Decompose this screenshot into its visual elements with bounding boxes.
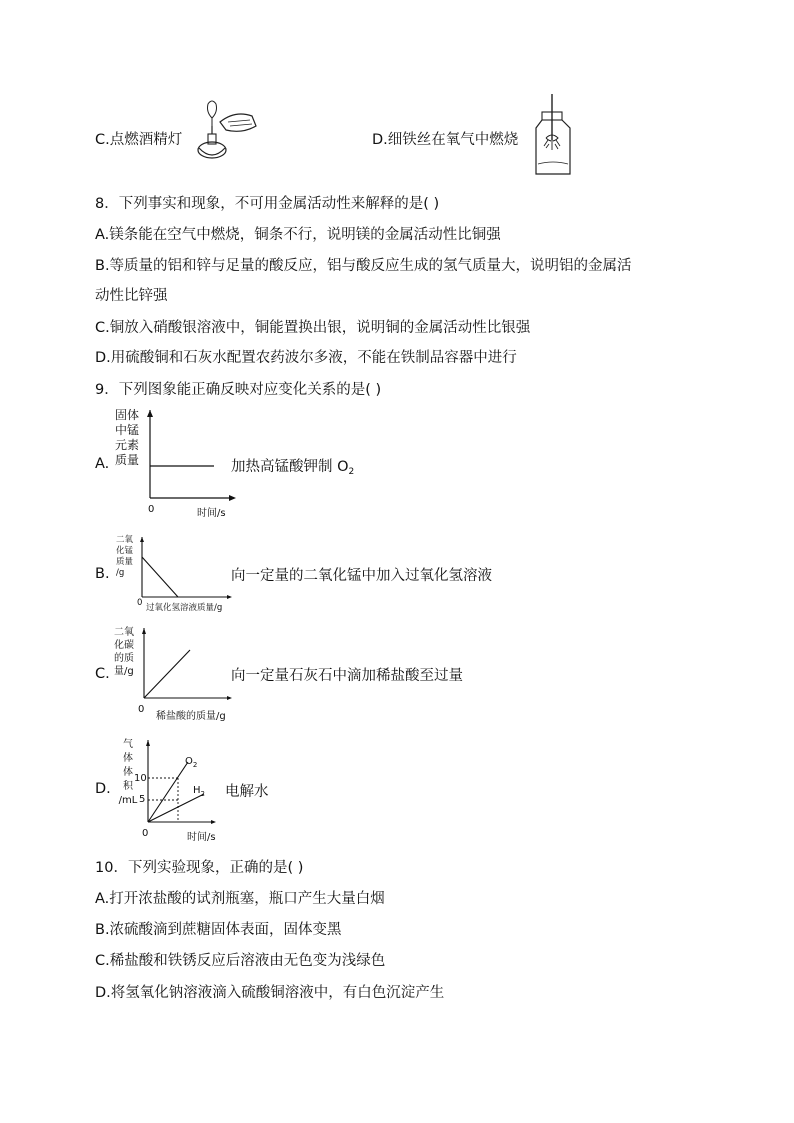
- q9-d-h2-text: H: [193, 785, 201, 796]
- q10-stem: 10．下列实验现象，正确的是( ): [95, 860, 304, 876]
- q9-b-ylabel-line: 质量: [116, 557, 134, 567]
- q9-d-tick-10: 10: [134, 773, 147, 784]
- q8-option-b-line2: 动性比锌强: [95, 288, 168, 304]
- q9-a-ylabel-line: 质量: [115, 453, 140, 467]
- q9-a-ylabel: [115, 408, 139, 468]
- q9-d-ylabel-line: 积: [123, 781, 133, 792]
- q9-d-o2-line: [148, 762, 188, 822]
- q9-d-tick-5: 5: [139, 794, 146, 805]
- q9-c-ylabel-line: 量/g: [114, 666, 134, 677]
- q9-c-graph: [138, 628, 238, 702]
- q10-option-a: A.打开浓盐酸的试剂瓶塞，瓶口产生大量白烟: [95, 891, 385, 907]
- q8-option-d: D.用硫酸铜和石灰水配置农药波尔多液，不能在铁制品容器中进行: [95, 350, 517, 366]
- q9-a-desc-sub: 2: [348, 467, 355, 477]
- q9-c-x-arrow: [227, 696, 232, 700]
- q9-a-label: A.: [95, 456, 110, 472]
- q8-option-b-line1: B.等质量的铝和锌与足量的酸反应，铝与酸反应生成的氢气质量大，说明铝的金属活: [95, 258, 632, 274]
- q9-b-ylabel: [116, 535, 133, 579]
- q9-d-origin: 0: [142, 828, 149, 839]
- q9-b-x-arrow: [227, 595, 232, 599]
- q9-d-h2-line: [148, 794, 204, 822]
- q9-c-curve: [144, 650, 190, 698]
- q9-b-ylabel-line: 化锰: [116, 546, 134, 556]
- q9-d-ylabel-line: 气: [123, 739, 133, 750]
- q9-d-x-arrow: [211, 820, 216, 824]
- q9-b-ylabel-line: /g: [116, 568, 125, 578]
- q9-b-graph: [136, 537, 236, 601]
- iron-wire-in-oxygen-bottle-icon: [532, 94, 574, 178]
- q9-d-ylabel-line: 体: [123, 753, 133, 764]
- q9-d-h2-sub: 2: [200, 790, 205, 798]
- q9-d-ylabel-line: /mL: [118, 795, 138, 806]
- q9-a-origin: 0: [148, 504, 155, 515]
- q9-b-y-arrow: [140, 537, 144, 542]
- q9-d-o2-sub: 2: [192, 761, 198, 769]
- q9-d-o2-label: [185, 756, 197, 769]
- q9-c-xlabel: 稀盐酸的质量/g: [156, 711, 226, 722]
- q9-d-description: 电解水: [225, 784, 269, 800]
- q9-a-xlabel: 时间/s: [197, 508, 226, 519]
- alcohol-lamp-lighting-icon: [190, 100, 260, 162]
- q9-b-xlabel: 过氧化氢溶液质量/g: [146, 603, 223, 613]
- q9-a-ylabel-line: 元素: [115, 438, 140, 452]
- q9-d-graph: [140, 740, 220, 826]
- q9-b-description: 向一定量的二氧化锰中加入过氧化氢溶液: [231, 568, 492, 584]
- q9-d-xlabel: 时间/s: [187, 832, 216, 843]
- q10-option-c: C.稀盐酸和铁锈反应后溶液由无色变为浅绿色: [95, 953, 386, 969]
- q9-c-description: 向一定量石灰石中滴加稀盐酸至过量: [231, 668, 463, 684]
- q9-stem: 9．下列图象能正确反映对应变化关系的是( ): [95, 382, 382, 398]
- q9-a-ylabel-line: 中锰: [115, 423, 140, 437]
- q7-option-c: C.点燃酒精灯: [95, 132, 183, 148]
- q10-option-b: B.浓硫酸滴到蔗糖固体表面，固体变黑: [95, 922, 342, 938]
- q9-c-ylabel-line: 二氧: [114, 627, 134, 638]
- q9-b-origin: 0: [137, 598, 143, 608]
- q8-option-a: A.镁条能在空气中燃烧，铜条不行，说明镁的金属活动性比铜强: [95, 227, 501, 243]
- q9-d-o2-text: O: [185, 756, 193, 767]
- q9-a-y-arrow: [147, 410, 153, 417]
- q9-c-label: C.: [95, 666, 110, 682]
- q9-c-ylabel: [114, 626, 134, 678]
- q9-c-ylabel-line: 的质: [114, 653, 134, 664]
- q7-option-d: D.细铁丝在氧气中燃烧: [372, 132, 519, 148]
- q9-d-ylabel-line: 体: [123, 767, 133, 778]
- q9-c-ylabel-line: 化碳: [114, 640, 134, 651]
- q9-a-ylabel-line: 固体: [115, 408, 140, 422]
- q9-d-h2-label: [193, 785, 205, 798]
- q9-d-label: D.: [95, 781, 111, 797]
- q9-a-graph: [140, 410, 240, 505]
- q8-stem: 8．下列事实和现象，不可用金属活动性来解释的是( ): [95, 196, 440, 212]
- q9-c-origin: 0: [138, 704, 145, 715]
- q9-c-y-arrow: [142, 628, 146, 634]
- q9-a-x-arrow: [229, 495, 236, 501]
- q9-b-curve: [142, 557, 178, 597]
- q9-a-description: [231, 455, 354, 477]
- q9-b-label: B.: [95, 566, 110, 582]
- q9-d-y-arrow: [146, 740, 150, 746]
- q9-a-desc-text: 加热高锰酸钾制 O: [231, 459, 349, 475]
- q8-option-c: C.铜放入硝酸银溶液中，铜能置换出银，说明铜的金属活动性比银强: [95, 320, 531, 336]
- q9-b-ylabel-line: 二氧: [116, 535, 134, 545]
- q10-option-d: D.将氢氧化钠溶液滴入硫酸铜溶液中，有白色沉淀产生: [95, 985, 445, 1001]
